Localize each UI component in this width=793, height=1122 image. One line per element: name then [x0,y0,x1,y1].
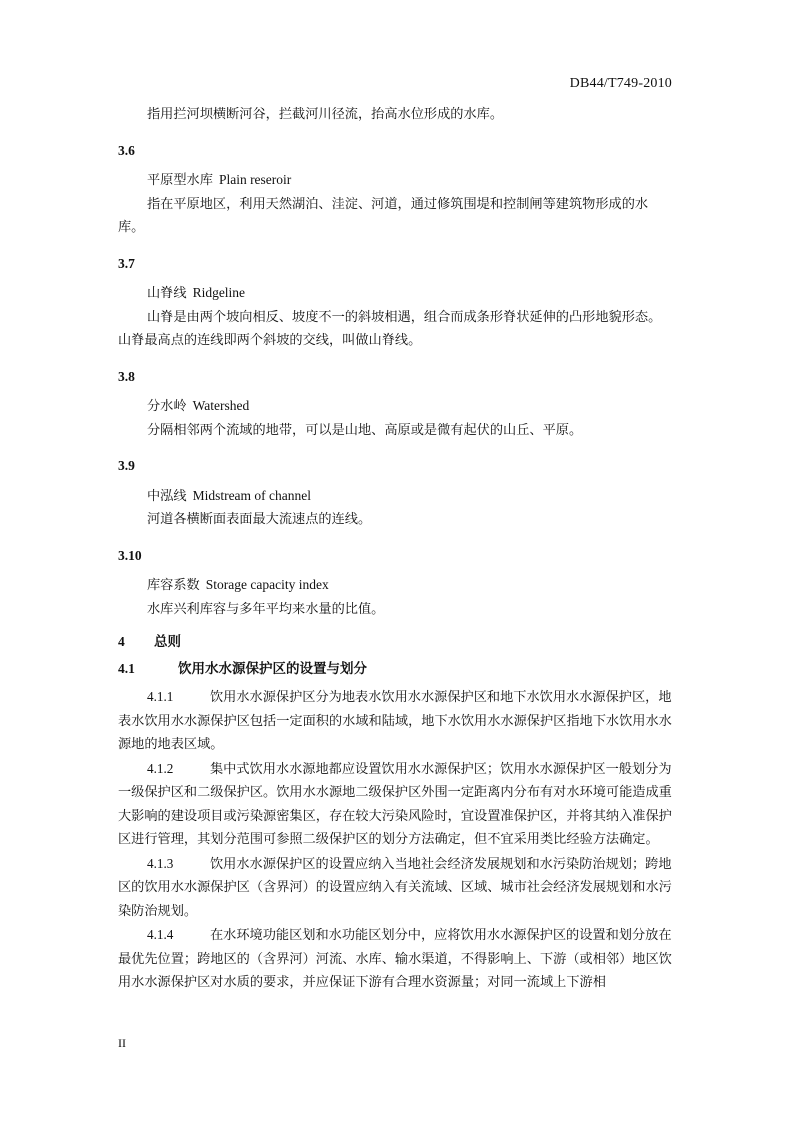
term-en: Midstream of channel [192,487,312,503]
term-number: 3.6 [118,142,135,158]
clause-text: 集中式饮用水水源地都应设置饮用水水源保护区；饮用水水源保护区一般划分为一级保护区和二级保护区。饮用水水源地二级保护区外围一定距离内分布有对水环境可能造成重大影响的建设项目或污染源密集区，存在较大污染风险时，宜设置准保护区，并将其纳入准保护区进行管理，其划分范围可参照二级保护区的划分方法确定，但不宜采用类比经验方法确定。 [118,761,672,847]
clause-text: 饮用水水源保护区的设置应纳入当地社会经济发展规划和水污染防治规划；跨地区的饮用水水源保护区（含界河）的设置应纳入有关流域、区域、城市社会经济发展规划和水污染防治规划。 [118,856,672,919]
clause-number: 4.1.4 [147,927,174,942]
term-entry [118,544,674,622]
term-definition: 河道各横断面表面最大流速点的连线。 [147,512,372,527]
clause-number: 4.1.1 [147,689,174,704]
section-heading [118,655,674,683]
term-definition: 水库兴利库容与多年平均来水量的比值。 [147,601,385,617]
term-number: 3.7 [118,255,135,271]
term-en: Ridgeline [192,285,246,300]
term-zh: 平原型水库 [147,173,213,188]
term-zh: 山脊线 [147,286,187,301]
chapter-number: 4 [118,634,125,649]
term-en: Plain reseroir [218,172,292,187]
term-title [118,168,674,193]
page-number: II [118,1036,126,1050]
term-entry [118,252,674,353]
term-definition: 指在平原地区，利用天然湖泊、洼淀、河道，通过修筑围堤和控制闸等建筑物形成的水库。 [118,196,649,235]
term-zh: 库容系数 [147,578,200,593]
term-number: 3.8 [118,368,135,384]
section-number: 4.1 [118,661,135,676]
term-entry [118,365,674,443]
intro-text: 指用拦河坝横断河谷，拦截河川径流，抬高水位形成的水库。 [147,107,504,122]
term-definition: 分隔相邻两个流域的地带，可以是山地、高原或是微有起伏的山丘、平原。 [147,422,583,438]
page-content [118,103,674,995]
standard-code: DB44/T749-2010 [569,76,672,91]
term-entry [118,139,674,240]
clause-paragraph [118,923,674,995]
section-title: 饮用水水源保护区的设置与划分 [178,661,367,677]
term-title [118,394,674,419]
clause-paragraph [118,757,674,852]
clause-paragraph [118,685,674,757]
term-entry [118,454,674,532]
term-zh: 分水岭 [147,399,187,414]
clause-text: 在水环境功能区划和水功能区划分中，应将饮用水水源保护区的设置和划分放在最优先位置；跨地区的（含界河）河流、水库、输水渠道，不得影响上、下游（或相邻）地区饮用水水源保护区对水质的要求，并应保证下游有合理水资源量；对同一流域上下游相 [118,928,672,990]
term-title [118,573,674,598]
term-en: Watershed [192,398,250,413]
term-number: 3.10 [118,547,142,563]
clause-text: 饮用水水源保护区分为地表水饮用水水源保护区和地下水饮用水水源保护区，地表水饮用水水源保护区包括一定面积的水域和陆域，地下水饮用水水源保护区指地下水饮用水水源地的地表区域。 [118,690,672,752]
term-zh: 中泓线 [147,488,187,504]
term-title [118,484,674,509]
term-definition: 山脊是由两个坡向相反、坡度不一的斜坡相遇，组合而成条形脊状延伸的凸形地貌形态。山脊最高点的连线即两个斜坡的交线，叫做山脊线。 [118,309,662,348]
chapter-title: 总则 [154,634,181,650]
term-title [118,281,674,306]
term-number: 3.9 [118,458,135,473]
clause-number: 4.1.3 [147,855,174,871]
clause-number: 4.1.2 [147,760,174,776]
chapter-heading [118,629,674,655]
term-en: Storage capacity index [205,577,329,592]
clause-paragraph [118,852,674,924]
